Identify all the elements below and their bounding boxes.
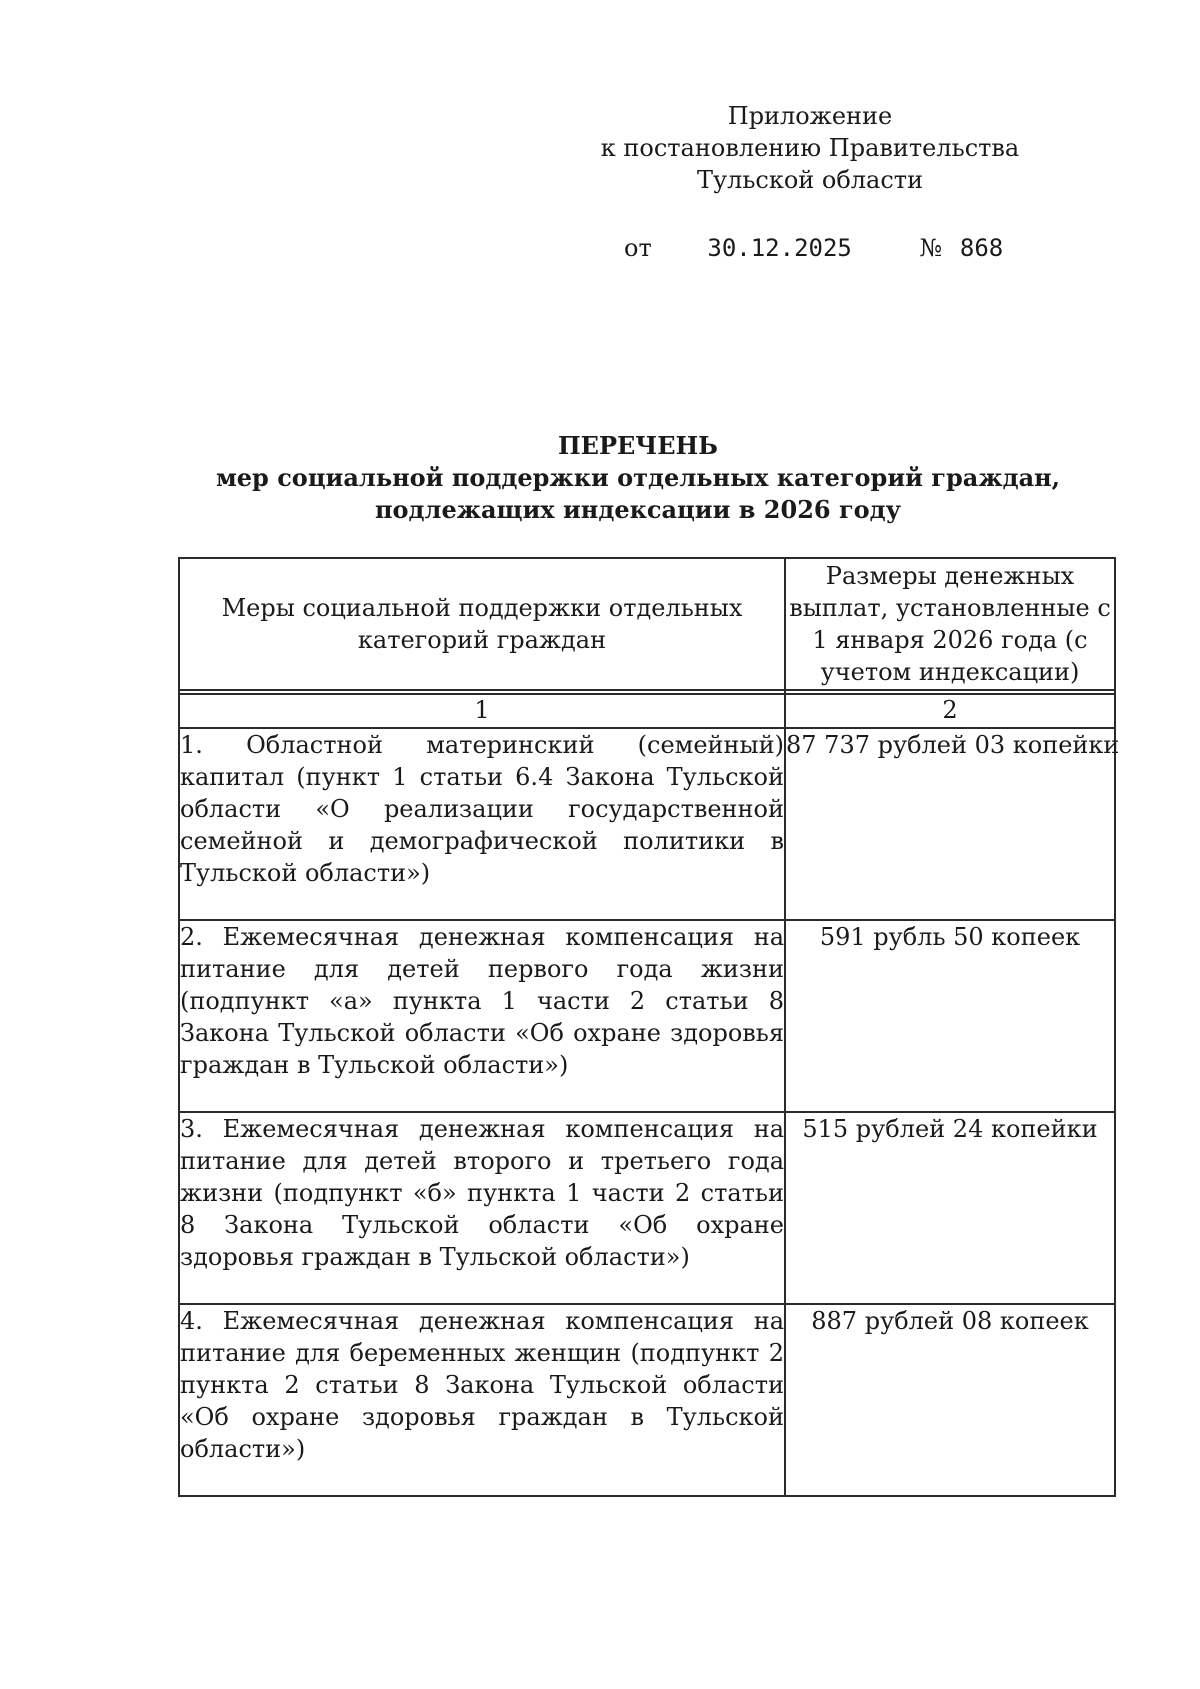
title-line-2: подлежащих индексации в 2026 году bbox=[374, 495, 902, 524]
table-row bbox=[179, 728, 1115, 920]
measure-cell: 4. Ежемесячная денежная компенсация на питание для беременных женщин (подпункт 2 пункта 2 статьи 8 Закона Тульской области «Об охране здоровья граждан в Тульской области») bbox=[179, 1304, 785, 1496]
appendix-header bbox=[600, 100, 1020, 196]
amount-cell: 887 рублей 08 копеек bbox=[785, 1304, 1115, 1496]
appendix-line-3: Тульской области bbox=[696, 166, 924, 194]
column-number-1: 1 bbox=[179, 694, 785, 728]
column-number-2: 2 bbox=[785, 694, 1115, 728]
document-title bbox=[160, 430, 1116, 526]
table-header-row bbox=[179, 558, 1115, 690]
amount-cell: 515 рублей 24 копейки bbox=[785, 1112, 1115, 1304]
appendix-line-2: к постановлению Правительства bbox=[600, 134, 1020, 162]
amount-cell: 591 рубль 50 копеек bbox=[785, 920, 1115, 1112]
resolution-number: 868 bbox=[959, 234, 1004, 262]
number-sign: № bbox=[919, 234, 943, 262]
measures-table bbox=[178, 557, 1120, 1497]
resolution-date: 30.12.2025 bbox=[707, 234, 852, 262]
table-row bbox=[179, 920, 1115, 1112]
header-measures: Меры социальной поддержки отдельных категорий граждан bbox=[179, 558, 785, 690]
header-amounts: Размеры денежных выплат, установленные с 1 января 2026 года (с учетом индексации) bbox=[785, 558, 1115, 690]
title-line-1: мер социальной поддержки отдельных категорий граждан, bbox=[215, 463, 1061, 492]
table-row bbox=[179, 1304, 1115, 1496]
appendix-line-1: Приложение bbox=[727, 102, 893, 130]
column-number-row bbox=[179, 694, 1115, 728]
measure-cell: 1. Областной материнский (семейный) капитал (пункт 1 статьи 6.4 Закона Тульской области «О реализации государственной семейной и демографической политики в Тульской области») bbox=[179, 728, 785, 920]
title-heading: ПЕРЕЧЕНЬ bbox=[558, 431, 718, 460]
resolution-dateline bbox=[624, 234, 1003, 262]
table-row bbox=[179, 1112, 1115, 1304]
date-from-label: от bbox=[624, 234, 652, 262]
amount-cell: 87 737 рублей 03 копейки bbox=[785, 728, 1115, 920]
measure-cell: 3. Ежемесячная денежная компенсация на питание для детей второго и третьего года жизни (подпункт «б» пункта 1 части 2 статьи 8 Закона Тульской области «Об охране здоровья граждан в Тульской области») bbox=[179, 1112, 785, 1304]
measure-cell: 2. Ежемесячная денежная компенсация на питание для детей первого года жизни (подпункт «а» пункта 1 части 2 статьи 8 Закона Тульской области «Об охране здоровья граждан в Тульской области») bbox=[179, 920, 785, 1112]
